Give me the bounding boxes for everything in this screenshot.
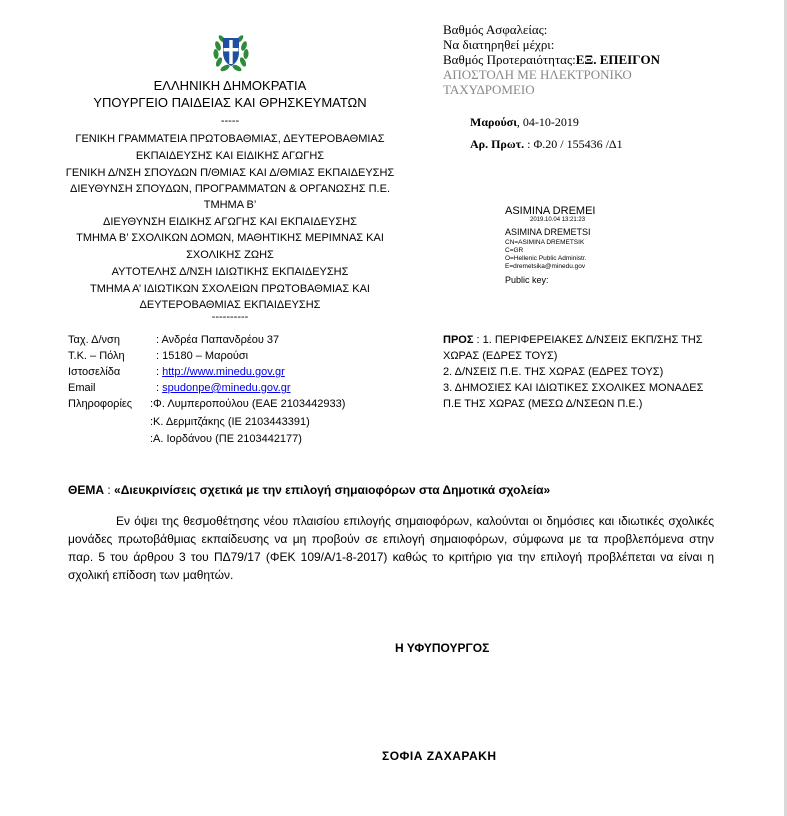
subject-label: ΘΕΜΑ	[68, 483, 104, 497]
email-link[interactable]: spudonpe@minedu.gov.gr	[162, 382, 291, 394]
date-line	[470, 115, 579, 130]
subject-separator: :	[104, 483, 115, 497]
recipient: Π.Ε ΤΗΣ ΧΩΡΑΣ (ΜΕΣΩ Δ/ΝΣΕΩΝ Π.Ε.)	[443, 398, 643, 410]
signature-e: E=dremetsika@minedu.gov	[505, 263, 586, 270]
recipient: : 1. ΠΕΡΙΦΕΡΕΙΑΚΕΣ Δ/ΝΣΕΙΣ ΕΚΠ/ΣΗΣ ΤΗΣ	[473, 334, 703, 346]
contact-postal: : 15180 – Μαρούσι	[156, 350, 249, 362]
date: , 04-10-2019	[516, 115, 579, 129]
subject-line	[68, 483, 550, 497]
signature-c: C=GR	[505, 247, 524, 254]
body-text	[68, 512, 714, 584]
signatory-name: ΣΟΦΙΑ ΖΑΧΑΡΑΚΗ	[382, 749, 497, 763]
signature-name: ASIMINA DREMETSI	[505, 227, 591, 237]
header-line: ΓΕΝΙΚΗ ΓΡΑΜΜΑΤΕΙΑ ΠΡΩΤΟΒΑΘΜΙΑΣ, ΔΕΥΤΕΡΟΒΑΘΜΙΑΣ	[75, 133, 385, 145]
priority-value: ΕΞ. ΕΠΕΙΓΟΝ	[575, 52, 661, 67]
security-level: Βαθμός Ασφαλείας:	[443, 22, 548, 37]
contact-label-postal: Τ.Κ. – Πόλη	[68, 350, 125, 362]
website-prefix: :	[156, 366, 163, 378]
contact-label-address: Ταχ. Δ/νση	[68, 334, 120, 346]
header-line: ΑΥΤΟΤΕΛΗΣ Δ/ΝΣΗ ΙΔΙΩΤΙΚΗΣ ΕΚΠΑΙΔΕΥΣΗΣ	[111, 266, 349, 278]
website-link[interactable]: http://www.minedu.gov.gr	[162, 366, 285, 378]
header-separator: ----------	[211, 311, 249, 323]
header-line: ΓΕΝΙΚΗ Δ/ΝΣΗ ΣΠΟΥΔΩΝ Π/ΘΜΙΑΣ ΚΑΙ Δ/ΘΜΙΑΣ ΕΚΠΑΙΔΕΥΣΗΣ	[65, 167, 395, 179]
contact-label-email: Email	[68, 382, 96, 394]
contact-info: :Φ. Λυμπεροπούλου (ΕΑΕ 2103442933)	[150, 398, 346, 410]
header-line: ΤΜΗΜΑ Β’ ΣΧΟΛΙΚΩΝ ΔΟΜΩΝ, ΜΑΘΗΤΙΚΗΣ ΜΕΡΙΜΝΑΣ ΚΑΙ	[76, 232, 384, 244]
signature-cn: CN=ASIMINA DREMETSIK	[505, 239, 585, 246]
recipient: 2. Δ/ΝΣΕΙΣ Π.Ε. ΤΗΣ ΧΩΡΑΣ (ΕΔΡΕΣ ΤΟΥΣ)	[443, 366, 664, 378]
header-line: ΤΜΗΜΑ Α’ ΙΔΙΩΤΙΚΩΝ ΣΧΟΛΕΙΩΝ ΠΡΩΤΟΒΑΘΜΙΑΣ ΚΑΙ	[90, 283, 370, 295]
header-line: ΕΚΠΑΙΔΕΥΣΗΣ ΚΑΙ ΕΙΔΙΚΗΣ ΑΓΩΓΗΣ	[135, 150, 325, 162]
recipients-line	[443, 333, 703, 347]
contact-info: :Α. Ιορδάνου (ΠΕ 2103442177)	[150, 433, 302, 445]
protocol-label: Αρ. Πρωτ.	[470, 137, 525, 151]
place: Μαρούσι	[470, 115, 517, 129]
signature-name-large: ASIMINA DREMEI	[505, 205, 596, 217]
protocol-value: : Φ.20 / 155436 /Δ1	[524, 137, 623, 151]
contact-website-row	[156, 365, 285, 379]
delivery-method: ΑΠΟΣΤΟΛΗ ΜΕ ΗΛΕΚΤΡΟΝΙΚΟ	[443, 67, 632, 82]
ministry-name: ΥΠΟΥΡΓΕΙΟ ΠΑΙΔΕΙΑΣ ΚΑΙ ΘΡΗΣΚΕΥΜΑΤΩΝ	[93, 95, 367, 110]
recipients-label: ΠΡΟΣ	[443, 334, 474, 346]
signature-public-key: Public key:	[505, 275, 549, 285]
header-separator: -----	[220, 115, 240, 127]
delivery-method-cont: ΤΑΧΥΔΡΟΜΕΙΟ	[443, 82, 535, 97]
signature-timestamp: 2019.10.04 13:21:23	[530, 217, 586, 223]
header-line: ΔΙΕΥΘΥΝΣΗ ΕΙΔΙΚΗΣ ΑΓΩΓΗΣ ΚΑΙ ΕΚΠΑΙΔΕΥΣΗΣ	[103, 216, 357, 228]
contact-info: :Κ. Δερμιτζάκης (ΙΕ 2103443391)	[150, 416, 310, 428]
body-paragraph: Εν όψει της θεσμοθέτησης νέου πλαισίου επιλογής σημαιοφόρων, καλούνται οι δημόσιες και ιδιωτικές σχολικές μονάδες πρωτοβάθμιας εκπαίδευσης να μη προβούν σε επιλογή σημαιοφόρων, σύμφωνα με τα προβλεπόμενα στην παρ. 5 του άρθρου 3 του ΠΔ79/17 (ΦΕΚ 109/Α/1-8-2017) καθώς το κριτήριο για την επιλογή προβλέπεται να είναι η σχολική επίδοση των μαθητών.	[68, 514, 714, 582]
contact-email-row	[156, 381, 291, 395]
closing-title: Η ΥΦΥΠΟΥΡΓΟΣ	[395, 641, 490, 655]
greek-state-emblem-icon	[211, 32, 251, 72]
email-prefix: :	[156, 382, 163, 394]
contact-label-info: Πληροφορίες	[68, 398, 133, 410]
header-line: ΣΧΟΛΙΚΗΣ ΖΩΗΣ	[186, 249, 274, 261]
header-line: ΤΜΗΜΑ Β’	[203, 199, 257, 211]
contact-label-website: Ιστοσελίδα	[68, 366, 121, 378]
contact-address: : Ανδρέα Παπανδρέου 37	[156, 334, 280, 346]
signature-o: O=Hellenic Public Administr.	[505, 255, 587, 262]
header-line: ΔΙΕΥΘΥΝΣΗ ΣΠΟΥΔΩΝ, ΠΡΟΓΡΑΜΜΑΤΩΝ & ΟΡΓΑΝΩΣΗΣ Π.Ε.	[69, 183, 390, 195]
retain-until: Να διατηρηθεί μέχρι:	[443, 37, 555, 52]
priority-row	[443, 52, 660, 67]
priority-label: Βαθμός Προτεραιότητας:	[443, 52, 576, 67]
recipient: 3. ΔΗΜΟΣΙΕΣ ΚΑΙ ΙΔΙΩΤΙΚΕΣ ΣΧΟΛΙΚΕΣ ΜΟΝΑΔΕΣ	[443, 382, 704, 394]
subject-text: «Διευκρινίσεις σχετικά με την επιλογή σημαιοφόρων στα Δημοτικά σχολεία»	[114, 483, 551, 497]
recipient: ΧΩΡΑΣ (ΕΔΡΕΣ ΤΟΥΣ)	[443, 350, 558, 362]
country-name: ΕΛΛΗΝΙΚΗ ΔΗΜΟΚΡΑΤΙΑ	[153, 78, 307, 93]
protocol-line	[470, 137, 623, 152]
header-line: ΔΕΥΤΕΡΟΒΑΘΜΙΑΣ ΕΚΠΑΙΔΕΥΣΗΣ	[139, 299, 321, 311]
